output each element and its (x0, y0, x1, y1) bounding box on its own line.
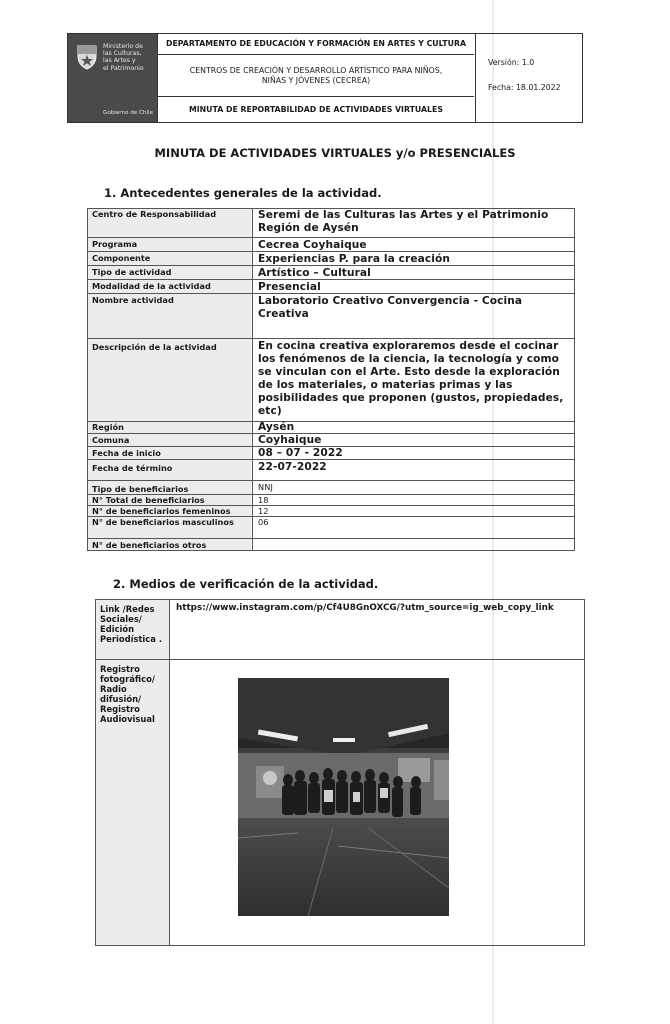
row-label: Componente (87, 252, 251, 265)
section-2-heading: 2. Medios de verificación de la actividad. (113, 577, 379, 591)
row-value: NNJ (252, 481, 575, 494)
ministry-line: el Patrimonio (103, 64, 144, 72)
row-label: Descripción de la actividad (87, 339, 251, 421)
row-value: En cocina creativa exploraremos desde el cocinar los fenómenos de la ciencia, la tecnología y como se vinculan con el Arte. Esto desde la exploración de los materiales, o materias primas y las posibilidades que proponen (gustos, propiedades, etc) (252, 339, 575, 421)
row-value (252, 539, 575, 550)
table-row (87, 252, 575, 266)
row-label: Región (87, 422, 251, 433)
row-value: Artístico – Cultural (252, 266, 575, 279)
document-header (67, 33, 583, 123)
row-label: Tipo de beneficiarios (87, 481, 251, 494)
row-value: 12 (252, 506, 575, 516)
table-row (87, 294, 575, 339)
row-value: Experiencias P. para la creación (252, 252, 575, 265)
row-value: Cecrea Coyhaique (252, 238, 575, 251)
table-row (87, 460, 575, 481)
row-label: Centro de Responsabilidad (87, 208, 251, 237)
row-label: N° de beneficiarios femeninos (87, 506, 251, 516)
table-row (87, 517, 575, 539)
date-label: Fecha: 18.01.2022 (488, 83, 561, 92)
verification-table (95, 599, 585, 946)
ministry-logo (68, 34, 158, 122)
table-row (87, 506, 575, 517)
row-value: Seremi de las Culturas las Artes y el Patrimonio Región de Aysén (252, 208, 575, 237)
table-row (87, 539, 575, 551)
row-value: 22-07-2022 (252, 460, 575, 480)
media-label: Registro fotográfico/ Radio difusión/ Registro Audiovisual (96, 660, 170, 945)
group-photo-illustration (238, 678, 449, 916)
table-row (87, 434, 575, 447)
ministry-line: las Culturas, (103, 50, 142, 58)
table-row (87, 447, 575, 460)
row-label: N° de beneficiarios otros (87, 539, 251, 550)
row-label: Nombre actividad (87, 294, 251, 338)
program-name (158, 55, 474, 97)
coat-of-arms-icon (75, 42, 99, 70)
version-box (475, 34, 583, 122)
row-value: Laboratorio Creativo Convergencia - Cocina Creativa (252, 294, 575, 338)
row-label: Tipo de actividad (87, 266, 251, 279)
program-text: CENTROS DE CREACIÓN Y DESARROLLO ARTÍSTICO PARA NIÑOS, NIÑAS Y JÓVENES (CECREA) (189, 65, 443, 85)
government-label: Gobierno de Chile (103, 110, 154, 116)
section-1-heading: 1. Antecedentes generales de la actividad. (104, 186, 382, 200)
table-row (87, 208, 575, 238)
row-label: Modalidad de la actividad (87, 280, 251, 293)
row-value: Presencial (252, 280, 575, 293)
row-value: 06 (252, 517, 575, 538)
table-row (87, 495, 575, 506)
document-type: MINUTA DE REPORTABILIDAD DE ACTIVIDADES VIRTUALES (189, 105, 443, 114)
table-row (87, 339, 575, 422)
ministry-line: las Artes y (103, 57, 136, 65)
version-label: Versión: 1.0 (488, 58, 535, 67)
table-row (87, 266, 575, 280)
instagram-link[interactable]: https://www.instagram.com/p/Cf4U8GnOXCG/?utm_source=ig_web_copy_link (176, 603, 554, 613)
department-name: DEPARTAMENTO DE EDUCACIÓN Y FORMACIÓN EN ARTES Y CULTURA (158, 34, 474, 55)
row-value: Aysén (252, 422, 575, 433)
row-label: Fecha de inicio (87, 447, 251, 459)
ministry-line: Ministerio de (103, 43, 143, 50)
row-value: Coyhaique (252, 434, 575, 446)
ministry-name (103, 43, 155, 72)
row-label: Fecha de término (87, 460, 251, 480)
row-value: 18 (252, 495, 575, 505)
table-row (87, 280, 575, 294)
row-label: N° de beneficiarios masculinos (87, 517, 251, 538)
activity-photo (238, 678, 449, 916)
link-label: Link /Redes Sociales/ Edición Periodística . (96, 600, 170, 659)
row-label: N° Total de beneficiarios (87, 495, 251, 505)
table-row (87, 481, 575, 495)
row-label: Comuna (87, 434, 251, 446)
row-label: Programa (87, 238, 251, 251)
table-row (87, 422, 575, 434)
table-row (87, 238, 575, 252)
row-value: 08 – 07 - 2022 (252, 447, 575, 459)
page-title: MINUTA DE ACTIVIDADES VIRTUALES y/o PRESENCIALES (154, 146, 516, 160)
